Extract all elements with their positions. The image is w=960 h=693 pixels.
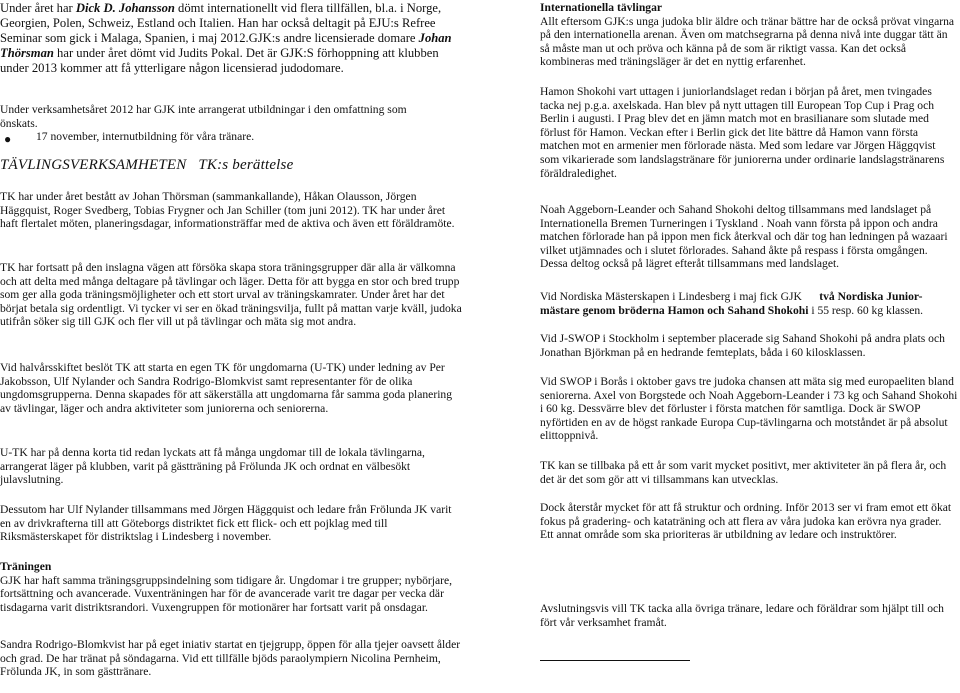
training-groups-paragraph: TK har fortsatt på den inslagna vägen att försöka skapa stora träningsgrupper där alla är välkomna och att delta med många deltagare på tävlingar och läger. Detta för att bygga en stor och bred trupp som ger alla goda träningsmöjligheter och ett stort urval av träningskamrater. Under året har det börjat betala sig ordentligt. Vi tycker vi ser en ökad träningsvilja, fullt på mattan varje kväll, judoka utifrån söker sig till GJK och fler vill ut på tävlingar och mäta sig mot andra.	[0, 261, 462, 329]
future-paragraph: Dock återstår mycket för att få struktur och ordning. Inför 2013 ser vi fram emot ett ökat fokus på gradering- och kataträning och att flera av våra judoka kan erövra nya grader. Ett annat område som ska prioriteras är utbildning av ledare och instruktörer.	[540, 501, 952, 542]
text-run: dömt internationellt vid flera tillfällen, bl.a. i Norge, Georgien, Polen, Schweiz, Estland och Italien. Han har också deltagit på EJU:s Refree Seminar som gick i Malaga, Spanien, i maj 2012.GJK:s andre licensierade domare	[0, 1, 442, 45]
swop-paragraph: Vid SWOP i Borås i oktober gavs tre judoka chansen att mäta sig med europaeliten bland seniorerna. Axel von Borgstede och Noah Aggeborn-Leander i 73 kg och Sahand Shokohi i 60 kg. Dessvärre blev det förluster i första matchen för samtliga. Dock är SWOP nyförtiden en av de högst rankade Europa Cup-tävlingarna och motståndet är på absolut elittoppnivå.	[540, 375, 958, 443]
referees-paragraph	[0, 1, 470, 76]
tk-members-paragraph: TK har under året bestått av Johan Thörsman (sammankallande), Håkan Olausson, Jörgen Häggquist, Roger Svedberg, Tobias Frygner och Jan Schiller (tom juni 2012). TK har under året haft flertalet möten, planeringsdagar, informationsträffar med de aktiva och även ett föräldramöte.	[0, 190, 455, 231]
training-title-text: Träningen	[0, 560, 52, 573]
training-section	[0, 560, 465, 614]
bremen-paragraph: Noah Aggeborn-Leander och Sahand Shokohi deltog tillsammans med landslaget på Internationella Bremen Turneringen i Tyskland . Noah vann första på ippon och andra matchen förlorade han på ippon men fick återkval och där tog han ledningen på wazaari vilket utjämnades och i slutet förlorades. Sahand åkte på respass i första omgången. Dessa deltog också på lägret efteråt tillsammans med landslaget.	[540, 203, 948, 271]
hamon-paragraph: Hamon Shokohi vart uttagen i juniorlandslaget redan i början på året, men tvingades tacka nej p.g.a. axelskada. Han blev på nytt uttagen till European Top Cup i Prag och Berlin i augusti. I Prag blev det en jämn match mot en brasilianare som slutade med förlust för Hamon. Veckan efter i Berlin gick det lite bättre då Hamon vann första matchen mot en armenier men förlorade nästa. Med som ledare var Jörgen Häggqvist som vikarierade som landslagstränare för juniorerna under ordinarie landslagstränarens föräldraledighet.	[540, 85, 945, 180]
text-run: har under året dömt vid Judits Pokal. Det är GJK:S förhoppning att klubben under 2013 kommer att få ytterligare någon licensierad judodomare.	[0, 46, 439, 75]
training-title	[0, 560, 465, 574]
jswop-paragraph: Vid J-SWOP i Stockholm i september placerade sig Sahand Shokohi på andra plats och Jonathan Björkman på en hedrande femteplats, båda i 60 kilosklassen.	[540, 332, 945, 359]
bullet-icon: ●	[4, 132, 12, 146]
text-run: i 55 resp. 60 kg klassen.	[808, 303, 924, 317]
heading-sub: TK:s berättelse	[198, 157, 294, 173]
utk-paragraph: Vid halvårsskiftet beslöt TK att starta en egen TK för ungdomarna (U-TK) under ledning av Per Jakobsson, Ulf Nylander och Sandra Rodrigo-Blomkvist samt representanter för de olika ungdomsgrupperna. Denna skapades för att säkerställa att ungdomarna får samma goda planering av tävlingar, läger och andra aktiviteter som juniorerna och seniorerna.	[0, 361, 453, 415]
international-section	[540, 1, 960, 69]
text-run: Vid Nordiska Mästerskapen i Lindesberg i maj fick GJK	[540, 290, 820, 303]
thanks-paragraph: Avslutningsvis vill TK tacka alla övriga tränare, ledare och föräldrar som hjälpt till och fört vår verksamhet framåt.	[540, 602, 944, 629]
referee-name: Johan Thörsman	[0, 31, 452, 60]
nordic-champions: två Nordiska Junior-mästare genom bröderna Hamon och Sahand Shokohi	[540, 290, 923, 317]
bullet-item	[0, 130, 466, 144]
bullet-text: 17 november, internutbildning för våra tränare.	[36, 130, 255, 143]
utk-results-paragraph: U-TK har på denna korta tid redan lyckats att få många ungdomar till de lokala tävlingarna, arrangerat läger på klubben, varit på gästträning på Frölunda JK och ordnat en välbesökt julavslutning.	[0, 446, 425, 487]
girls-group-paragraph: Sandra Rodrigo-Blomkvist har på eget iniativ startat en tjejgrupp, öppen för alla tjejer oavsett ålder och grad. De har tränat på söndagarna. Vid ett tillfälle bjöds paraolympiern Nicolina Pernheim, Frölunda JK, in som gästtränare.	[0, 638, 461, 679]
section-heading	[0, 156, 470, 174]
nordic-paragraph	[540, 290, 960, 317]
international-title-text: Internationella tävlingar	[540, 1, 663, 14]
text-run: Under året har	[0, 1, 76, 15]
training-paragraph: GJK har haft samma träningsgruppsindelning som tidigare år. Ungdomar i tre grupper; nybörjare, fortsättning och avancerade. Vuxenträningen har för de avancerade varit tre dagar per vecka där tisdagarna varit distriktsrandori. Vuxengruppen för motionärer har fortsatt varit på onsdagar.	[0, 573, 453, 614]
international-title	[540, 1, 960, 15]
heading-main: TÄVLINGSVERKSAMHETEN	[0, 157, 187, 173]
district-team-paragraph: Dessutom har Ulf Nylander tillsammans med Jörgen Häggquist och ledare från Frölunda JK varit en av drivkrafterna till att Göteborgs distriktet fick ett flick- och ett pojklag med till Riksmästerskapet för distriktslag i Lindesberg i november.	[0, 503, 452, 544]
signature-line	[540, 660, 690, 661]
education-paragraph: Under verksamhetsåret 2012 har GJK inte arrangerat utbildningar i den omfattning som önskats.	[0, 103, 407, 130]
referee-name: Dick D. Johansson	[75, 1, 175, 15]
summary-paragraph: TK kan se tillbaka på ett år som varit mycket positivt, mer aktiviteter än på flera år, och det är det som gör att vi tillsammans kan utvecklas.	[540, 459, 947, 486]
international-paragraph: Allt eftersom GJK:s unga judoka blir äldre och tränar bättre har de också prövat vingarna på den internationella arenan. Även om matchsegrarna på denna nivå inte duggar tätt än så måste man ut och pröva och känna på de som är riktigt vassa. Kan det också kombineras med träningsläger är det en nyttig erfarenhet.	[540, 14, 955, 69]
